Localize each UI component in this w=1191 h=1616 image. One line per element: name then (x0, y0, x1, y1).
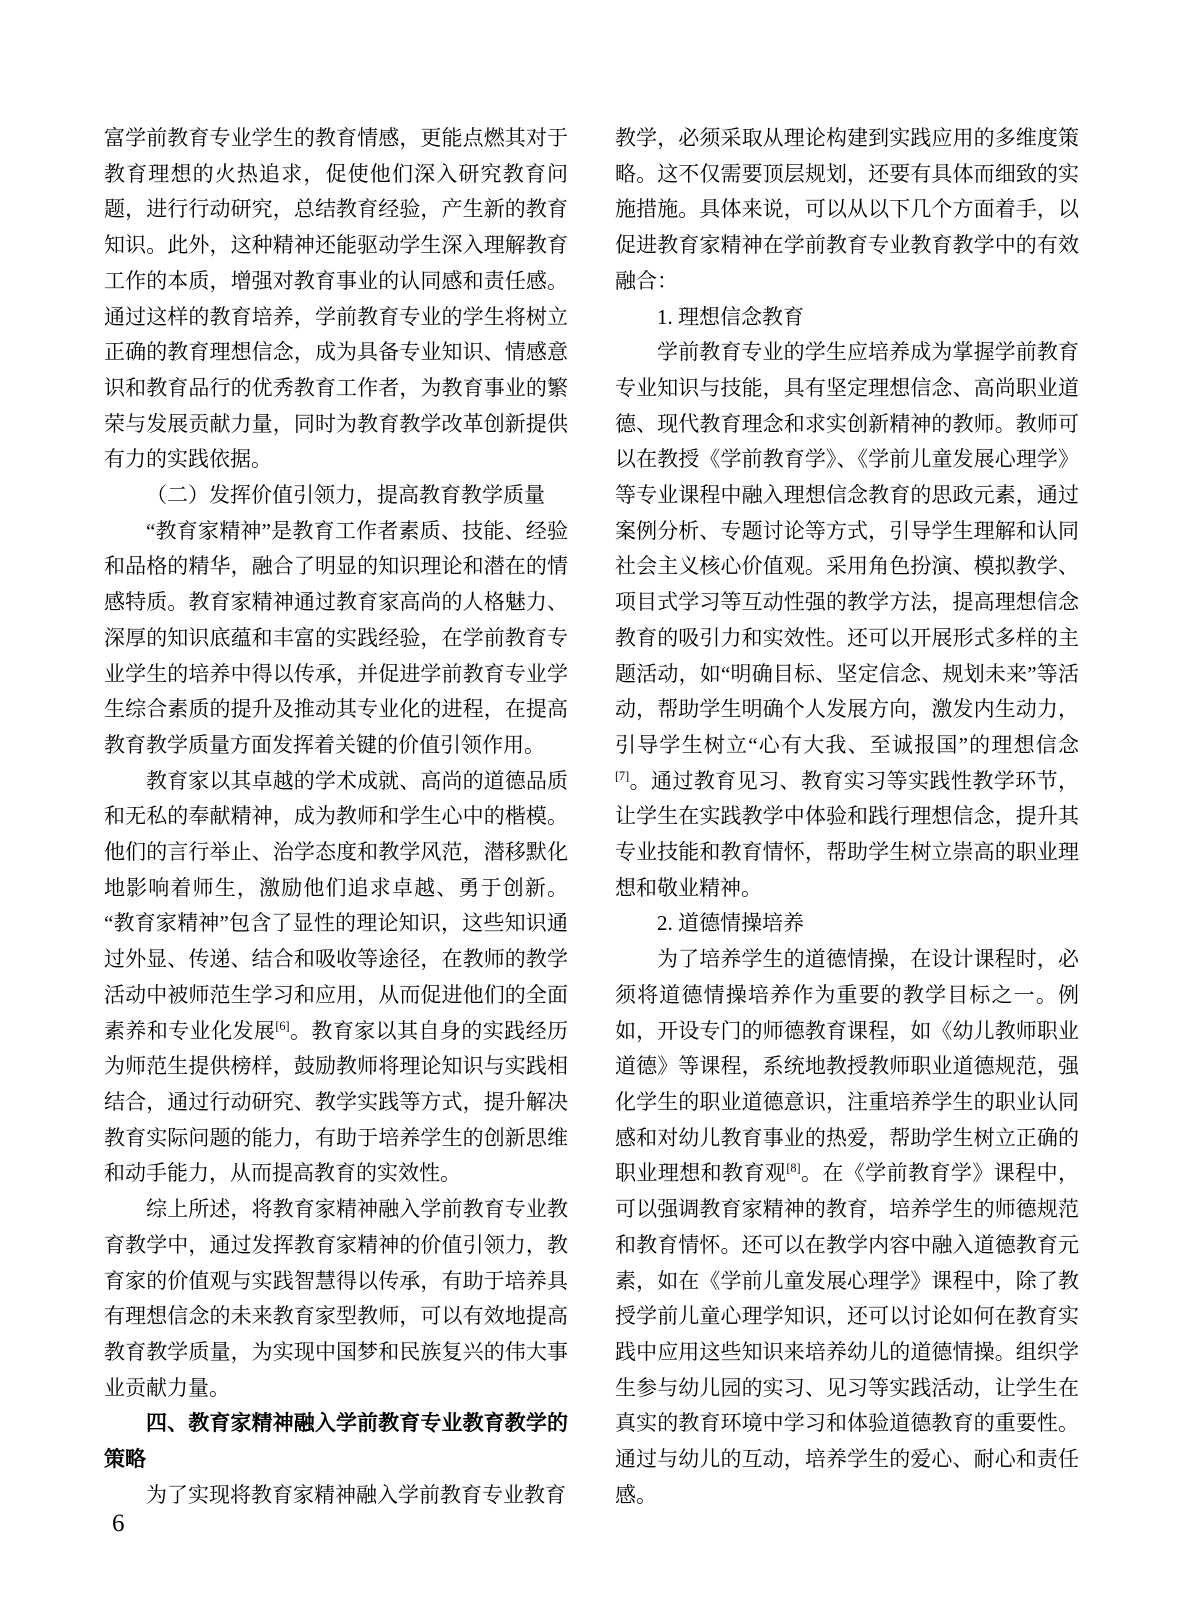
text-run: 教学，必须采取从理论构建到实践应用的多维度策略。这不仅需要顶层规划，还要有具体而细致的实施措施。具体来说，可以从以下几个方面着手，以促进教育家精神在学前教育专业教育教学中的有效融合： (615, 126, 1079, 293)
sub-heading (615, 906, 1079, 942)
text-run: 教育家以其卓越的学术成就、高尚的道德品质和无私的奉献精神，成为教师和学生心中的楷模。他们的言行举止、治学态度和教学风范，潜移默化地影响着师生，激励他们追求卓越、勇于创新。“教育家精神”包含了显性的理论知识，这些知识通过外显、传递、结合和吸收等途径，在教师的教学活动中被师范生学习和应用，从而促进他们的全面素养和专业化发展 (104, 768, 568, 1043)
paragraph (104, 764, 568, 1192)
left-column (104, 121, 568, 1513)
page-number: 6 (112, 1510, 125, 1537)
paragraph (615, 121, 1079, 300)
citation-reference: [7] (615, 768, 630, 783)
paragraph (615, 942, 1079, 1513)
text-run: 。在《学前教育学》课程中，可以强调教育家精神的教育，培养学生的师德规范和教育情怀。还可以在教学内容中融入道德教育元素，如在《学前儿童发展心理学》课程中，除了教授学前儿童心理学知识，还可以讨论如何在教育实践中应用这些知识来培养幼儿的道德情操。组织学生参与幼儿园的实习、见习等实践活动，让学生在真实的教育环境中学习和体验道德教育的重要性。通过与幼儿的互动，培养学生的爱心、耐心和责任感。 (615, 1161, 1080, 1507)
right-column (615, 121, 1079, 1513)
paragraph (615, 335, 1079, 906)
text-run: 为了培养学生的道德情操，在设计课程时，必须将道德情操培养作为重要的教学目标之一。例如，开设专门的师德教育课程，如《幼儿教师职业道德》等课程，系统地教授教师职业道德规范，强化学生的职业道德意识，注重培养学生的职业认同感和对幼儿教育事业的热爱，帮助学生树立正确的职业理想和教育观 (615, 947, 1079, 1186)
text-run: 富学前教育专业学生的教育情感，更能点燃其对于教育理想的火热追求，促使他们深入研究教育问题，进行行动研究，总结教育经验，产生新的教育知识。此外，这种精神还能驱动学生深入理解教育工作的本质，增强对教育事业的认同感和责任感。通过这样的教育培养，学前教育专业的学生将树立正确的教育理想信念，成为具备专业知识、情感意识和教育品行的优秀教育工作者，为教育事业的繁荣与发展贡献力量，同时为教育教学改革创新提供有力的实践依据。 (104, 126, 568, 472)
sub-heading (104, 478, 568, 514)
text-run: “教育家精神”是教育工作者素质、技能、经验和品格的精华，融合了明显的知识理论和潜在的情感特质。教育家精神通过教育家高尚的人格魅力、深厚的知识底蕴和丰富的实践经验，在学前教育专业学生的培养中得以传承，并促进学前教育专业学生综合素质的提升及推动其专业化的进程，在提高教育教学质量方面发挥着关键的价值引领作用。 (104, 518, 568, 757)
text-run: 2. 道德情操培养 (657, 911, 804, 936)
text-run: 。教育家以其自身的实践经历为师范生提供榜样，鼓励教师将理论知识与实践相结合，通过行动研究、教学实践等方式，提升解决教育实际问题的能力，有助于培养学生的创新思维和动手能力，从而提高教育的实效性。 (104, 1018, 569, 1186)
text-run: 。通过教育见习、教育实习等实践性教学环节，让学生在实践教学中体验和践行理想信念，提升其专业技能和教育情怀，帮助学生树立崇高的职业理想和敬业精神。 (615, 768, 1079, 900)
text-run: 为了实现将教育家精神融入学前教育专业教育 (146, 1482, 566, 1507)
paragraph (104, 514, 568, 764)
text-run: 综上所述，将教育家精神融入学前教育专业教育教学中，通过发挥教育家精神的价值引领力，教育家的价值观与实践智慧得以传承，有助于培养具有理想信念的未来教育家型教师，可以有效地提高教育教学质量，为实现中国梦和民族复兴的伟大事业贡献力量。 (104, 1197, 568, 1400)
citation-reference: [8] (786, 1161, 801, 1176)
citation-reference: [6] (275, 1018, 290, 1033)
text-run: （二）发挥价值引领力，提高教育教学质量 (146, 483, 545, 508)
text-run: 四、教育家精神融入学前教育专业教育教学的策略 (104, 1412, 568, 1472)
text-run: 学前教育专业的学生应培养成为掌握学前教育专业知识与技能，具有坚定理想信念、高尚职业道德、现代教育理念和求实创新精神的教师。教师可以在教授《学前教育学》、《学前儿童发展心理学》等专业课程中融入理想信念教育的思政元素，通过案例分析、专题讨论等方式，引导学生理解和认同社会主义核心价值观。采用角色扮演、模拟教学、项目式学习等互动性强的教学方法，提高理想信念教育的吸引力和实效性。还可以开展形式多样的主题活动，如“明确目标、坚定信念、规划未来”等活动，帮助学生明确个人发展方向，激发内生动力，引导学生树立“心有大我、至诚报国”的理想信念 (615, 340, 1079, 757)
section-heading (104, 1406, 568, 1477)
paragraph (104, 121, 568, 478)
paragraph (104, 1478, 568, 1514)
text-run: 1. 理想信念教育 (657, 304, 804, 329)
sub-heading (615, 300, 1079, 336)
paragraph (104, 1192, 568, 1406)
